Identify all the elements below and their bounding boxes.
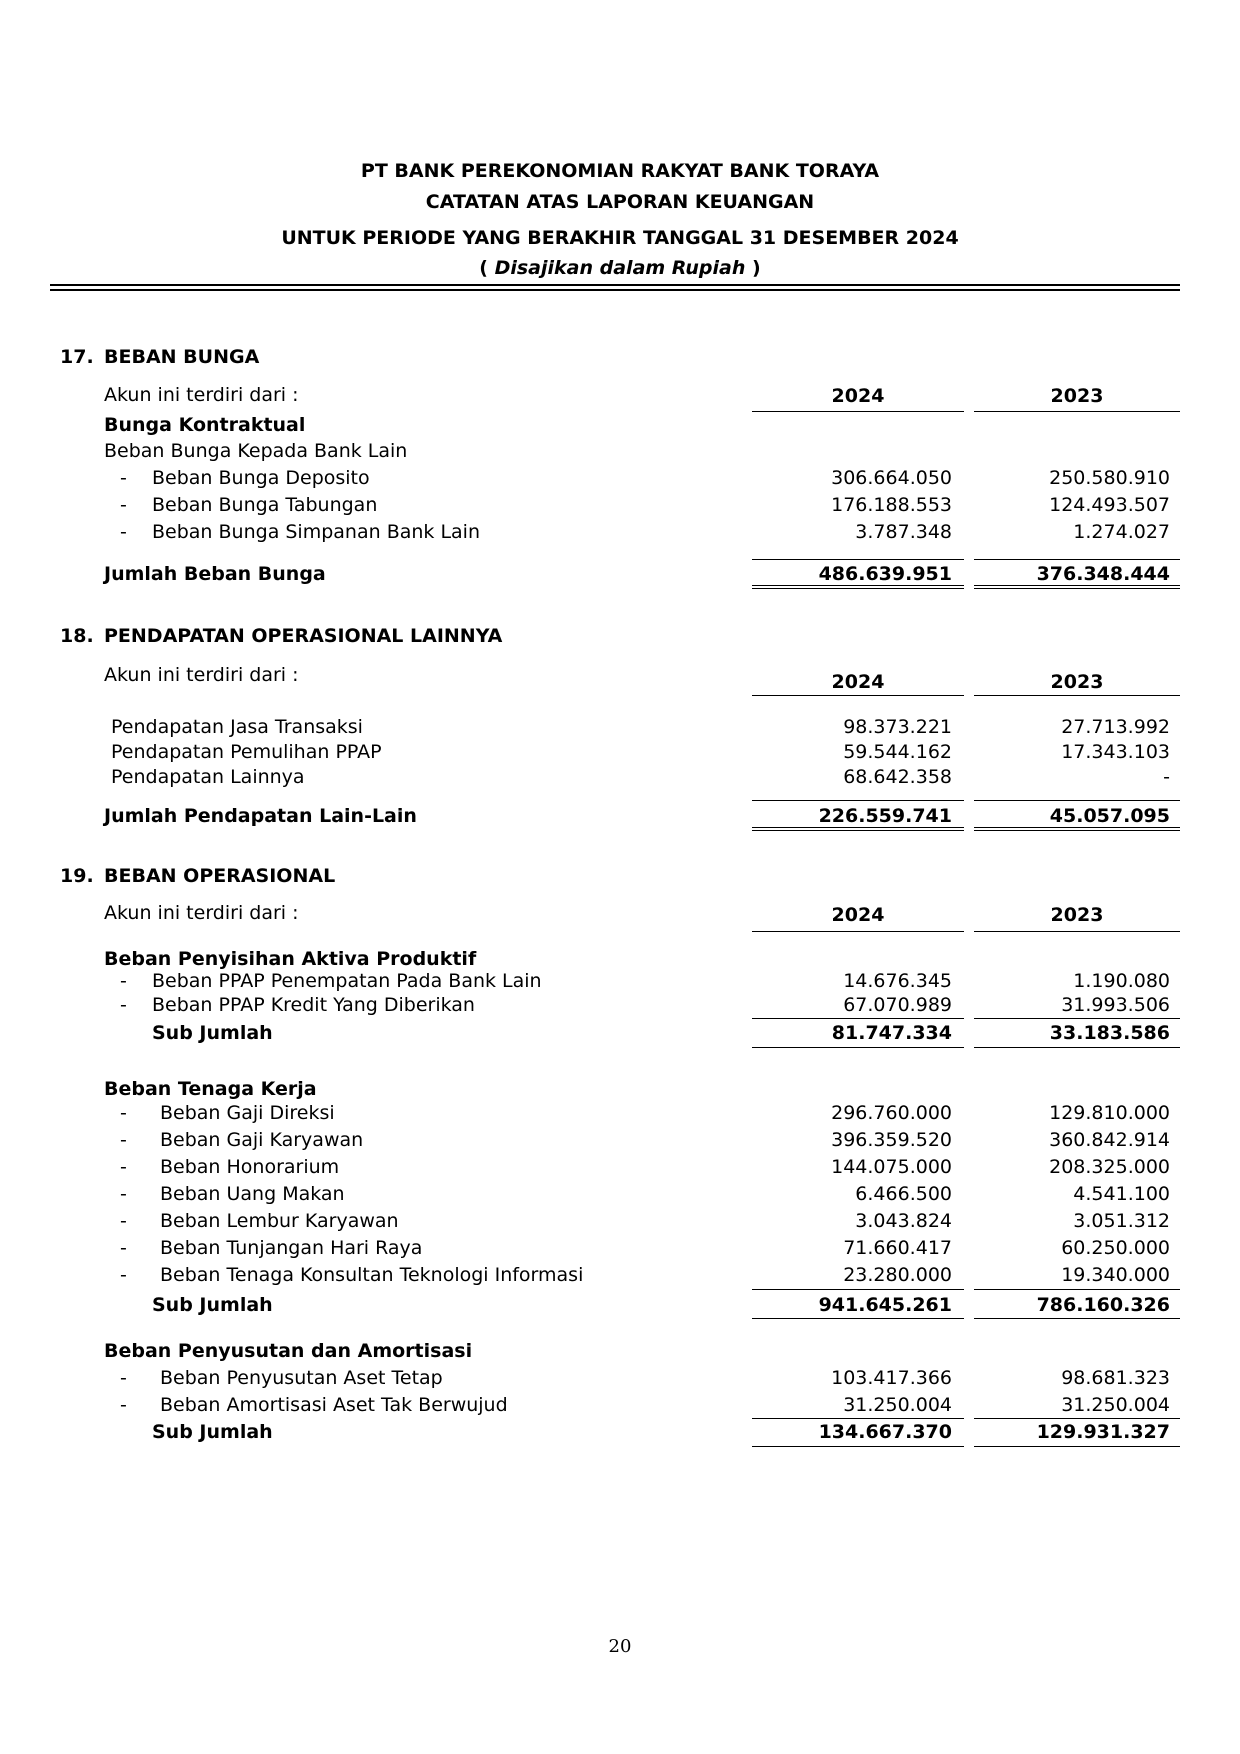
s18-item-value-2023: -	[1163, 766, 1170, 788]
s18-item-value-2024: 59.544.162	[843, 741, 952, 763]
s19-g1-sub-underline-2023	[974, 1047, 1180, 1048]
s19-item-dash: -	[120, 1102, 127, 1124]
s19-item-value-2024: 396.359.520	[831, 1129, 952, 1151]
s19-item-dash: -	[120, 1237, 127, 1259]
s17-total-double-underline-2024	[752, 585, 964, 589]
s19-g1-sub-label: Sub Jumlah	[152, 1022, 273, 1044]
s17-year-2023: 2023	[1050, 385, 1104, 407]
s19-item-value-2023: 60.250.000	[1061, 1237, 1170, 1259]
s18-item-value-2024: 98.373.221	[843, 716, 952, 738]
s19-item-value-2024: 67.070.989	[843, 994, 952, 1016]
s18-total-value-2024: 226.559.741	[818, 805, 952, 827]
s19-item-value-2023: 1.190.080	[1073, 970, 1170, 992]
s19-item-value-2024: 296.760.000	[831, 1102, 952, 1124]
section-17-title: BEBAN BUNGA	[104, 346, 260, 368]
s19-item-value-2024: 103.417.366	[831, 1367, 952, 1389]
s17-item-value-2023: 124.493.507	[1049, 494, 1170, 516]
s17-item-dash: -	[120, 494, 127, 516]
s19-item-dash: -	[120, 1129, 127, 1151]
s17-item-value-2024: 306.664.050	[831, 467, 952, 489]
s19-item-value-2023: 360.842.914	[1049, 1129, 1170, 1151]
s18-total-topline-2024	[752, 800, 964, 801]
s19-item-dash: -	[120, 1183, 127, 1205]
s19-item-value-2023: 98.681.323	[1061, 1367, 1170, 1389]
s17-year-2024: 2024	[831, 385, 885, 407]
period-title: UNTUK PERIODE YANG BERAKHIR TANGGAL 31 DESEMBER 2024	[281, 227, 959, 249]
section-19-intro: Akun ini terdiri dari :	[104, 902, 299, 924]
s19-item-value-2024: 14.676.345	[843, 970, 952, 992]
s19-item-label: Beban Uang Makan	[160, 1183, 345, 1205]
s19-g3-sub-label: Sub Jumlah	[152, 1421, 273, 1443]
s17-total-topline-2024	[752, 559, 964, 560]
s19-group2-title: Beban Tenaga Kerja	[104, 1078, 317, 1100]
s19-item-value-2024: 6.466.500	[855, 1183, 952, 1205]
s19-item-label: Beban Gaji Karyawan	[160, 1129, 364, 1151]
s19-item-value-2023: 31.993.506	[1061, 994, 1170, 1016]
s19-g1-sub-underline-2024	[752, 1047, 964, 1048]
s17-item-value-2024: 3.787.348	[855, 521, 952, 543]
s19-g1-sub-value-2023: 33.183.586	[1049, 1022, 1170, 1044]
s19-item-label: Beban Penyusutan Aset Tetap	[160, 1367, 443, 1389]
s19-g2-sub-underline-2024	[752, 1318, 964, 1319]
s18-item-label: Pendapatan Pemulihan PPAP	[111, 741, 382, 763]
s19-item-value-2024: 23.280.000	[843, 1264, 952, 1286]
s17-group-title: Bunga Kontraktual	[104, 414, 306, 436]
s19-g1-sub-value-2024: 81.747.334	[831, 1022, 952, 1044]
s19-year-2023: 2023	[1050, 904, 1104, 926]
s17-total-value-2023: 376.348.444	[1036, 563, 1170, 585]
s19-item-label: Beban PPAP Kredit Yang Diberikan	[152, 994, 475, 1016]
s17-year-underline-2023	[974, 411, 1180, 412]
s19-group3-title: Beban Penyusutan dan Amortisasi	[104, 1340, 473, 1362]
s19-g2-sub-value-2023: 786.160.326	[1036, 1294, 1170, 1316]
s17-year-underline-2024	[752, 411, 964, 412]
s17-total-double-underline-2023	[974, 585, 1180, 589]
s19-item-dash: -	[120, 1156, 127, 1178]
section-18-number: 18.	[60, 625, 94, 647]
currency-label: Disajikan dalam Rupiah	[494, 257, 746, 279]
s19-item-value-2023: 19.340.000	[1061, 1264, 1170, 1286]
s18-item-value-2024: 68.642.358	[843, 766, 952, 788]
s19-g3-sub-underline-2023	[974, 1446, 1180, 1447]
s18-item-value-2023: 27.713.992	[1061, 716, 1170, 738]
s17-item-value-2024: 176.188.553	[831, 494, 952, 516]
s19-item-label: Beban PPAP Penempatan Pada Bank Lain	[152, 970, 542, 992]
section-17-intro: Akun ini terdiri dari :	[104, 384, 299, 406]
s19-item-dash: -	[120, 970, 127, 992]
s19-item-label: Beban Lembur Karyawan	[160, 1210, 399, 1232]
s19-item-value-2023: 129.810.000	[1049, 1102, 1170, 1124]
open-paren: (	[479, 257, 488, 279]
s19-item-value-2023: 3.051.312	[1073, 1210, 1170, 1232]
s19-item-label: Beban Tenaga Konsultan Teknologi Informasi	[160, 1264, 584, 1286]
s19-g3-sub-value-2023: 129.931.327	[1036, 1421, 1170, 1443]
s19-g2-sub-value-2024: 941.645.261	[818, 1294, 952, 1316]
s18-total-double-underline-2023	[974, 827, 1180, 831]
s17-item-dash: -	[120, 467, 127, 489]
s19-item-value-2023: 4.541.100	[1073, 1183, 1170, 1205]
header-rule-bottom	[50, 289, 1180, 291]
s19-item-value-2024: 71.660.417	[843, 1237, 952, 1259]
s19-g1-sub-topline-2023	[974, 1018, 1180, 1019]
s19-g2-sub-topline-2024	[752, 1289, 964, 1290]
s19-item-value-2023: 208.325.000	[1049, 1156, 1170, 1178]
s19-item-dash: -	[120, 1210, 127, 1232]
header-rule-top	[50, 284, 1180, 286]
s19-year-2024: 2024	[831, 904, 885, 926]
company-name: PT BANK PEREKONOMIAN RAKYAT BANK TORAYA	[360, 160, 880, 182]
s17-total-label: Jumlah Beban Bunga	[104, 563, 326, 585]
s19-item-dash: -	[120, 994, 127, 1016]
s17-subgroup-title: Beban Bunga Kepada Bank Lain	[104, 440, 408, 462]
s18-year-2023: 2023	[1050, 671, 1104, 693]
s19-g1-sub-topline-2024	[752, 1018, 964, 1019]
section-18-intro: Akun ini terdiri dari :	[104, 664, 299, 686]
s19-item-dash: -	[120, 1394, 127, 1416]
section-19-number: 19.	[60, 865, 94, 887]
s18-year-underline-2023	[974, 695, 1180, 696]
s18-item-label: Pendapatan Lainnya	[111, 766, 305, 788]
s19-item-label: Beban Amortisasi Aset Tak Berwujud	[160, 1394, 508, 1416]
close-paren: )	[752, 257, 761, 279]
s17-item-label: Beban Bunga Tabungan	[152, 494, 378, 516]
s19-item-value-2024: 31.250.004	[843, 1394, 952, 1416]
s18-year-2024: 2024	[831, 671, 885, 693]
s19-item-dash: -	[120, 1264, 127, 1286]
s19-year-underline-2024	[752, 931, 964, 932]
s19-item-label: Beban Gaji Direksi	[160, 1102, 335, 1124]
s19-item-value-2023: 31.250.004	[1061, 1394, 1170, 1416]
s19-g2-sub-topline-2023	[974, 1289, 1180, 1290]
s19-g3-sub-underline-2024	[752, 1446, 964, 1447]
s19-g2-sub-underline-2023	[974, 1318, 1180, 1319]
document-title: CATATAN ATAS LAPORAN KEUANGAN	[425, 191, 815, 213]
page-number: 20	[608, 1636, 632, 1657]
s17-total-value-2024: 486.639.951	[818, 563, 952, 585]
s17-item-dash: -	[120, 521, 127, 543]
section-19-title: BEBAN OPERASIONAL	[104, 865, 336, 887]
s19-item-label: Beban Tunjangan Hari Raya	[160, 1237, 423, 1259]
s19-g2-sub-label: Sub Jumlah	[152, 1294, 273, 1316]
s17-item-value-2023: 250.580.910	[1049, 467, 1170, 489]
s19-year-underline-2023	[974, 931, 1180, 932]
s18-total-label: Jumlah Pendapatan Lain-Lain	[104, 805, 417, 827]
s19-group1-title: Beban Penyisihan Aktiva Produktif	[104, 948, 477, 970]
s19-item-value-2024: 3.043.824	[855, 1210, 952, 1232]
s19-g3-sub-topline-2023	[974, 1418, 1180, 1419]
s19-g3-sub-value-2024: 134.667.370	[818, 1421, 952, 1443]
s19-item-value-2024: 144.075.000	[831, 1156, 952, 1178]
s18-total-topline-2023	[974, 800, 1180, 801]
s17-item-label: Beban Bunga Deposito	[152, 467, 370, 489]
s18-total-double-underline-2024	[752, 827, 964, 831]
s17-item-value-2023: 1.274.027	[1073, 521, 1170, 543]
s18-total-value-2023: 45.057.095	[1049, 805, 1170, 827]
s19-item-label: Beban Honorarium	[160, 1156, 340, 1178]
s18-year-underline-2024	[752, 695, 964, 696]
s17-item-label: Beban Bunga Simpanan Bank Lain	[152, 521, 481, 543]
section-18-title: PENDAPATAN OPERASIONAL LAINNYA	[104, 625, 503, 647]
s19-g3-sub-topline-2024	[752, 1418, 964, 1419]
s18-item-label: Pendapatan Jasa Transaksi	[111, 716, 363, 738]
currency-note	[0, 257, 1240, 279]
s18-item-value-2023: 17.343.103	[1061, 741, 1170, 763]
section-17-number: 17.	[60, 346, 94, 368]
s19-item-dash: -	[120, 1367, 127, 1389]
s17-total-topline-2023	[974, 559, 1180, 560]
